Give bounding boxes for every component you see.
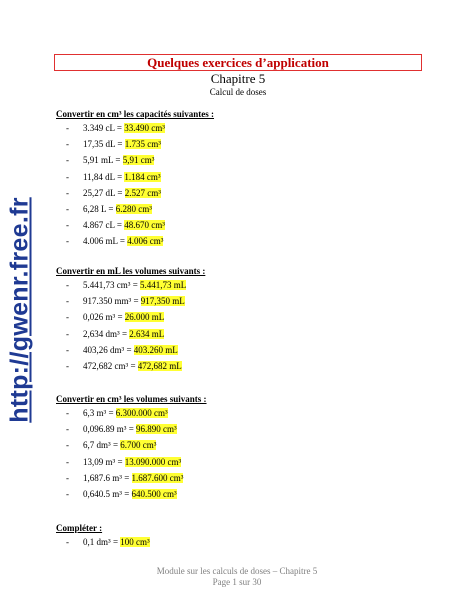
item-answer: 6.700 cm³ [120,440,157,451]
list-item [56,486,436,502]
list-item [56,201,436,217]
bullet-dash: - [66,155,69,166]
bullet-dash: - [66,280,69,290]
item-answer: 5,91 cm³ [122,155,155,166]
item-answer: 1.184 cm³ [124,171,161,182]
list-item [56,326,436,342]
bullet-dash: - [66,328,69,339]
item-question: 4.867 cL = [83,220,125,231]
bullet-dash: - [66,488,69,499]
bullet-dash: - [66,220,69,231]
item-answer: 6.300.000 cm³ [115,408,168,418]
item-answer: 2.527 cm³ [124,187,161,198]
watermark-link[interactable] [2,190,38,430]
item-question: 6,3 m³ = [83,408,116,418]
item-question: 403,26 dm³ = [83,344,134,355]
list-item [56,277,436,293]
section-heading: Convertir en mL les volumes suivants : [56,266,206,276]
bullet-dash: - [66,236,69,247]
bullet-dash: - [66,408,69,418]
bullet-dash: - [66,139,69,150]
list-item [56,470,436,486]
item-question: 1,687.6 m³ = [83,472,132,483]
list-item [56,136,436,152]
bullet-dash: - [66,440,69,451]
list-item [56,185,436,201]
item-answer: 96.890 cm³ [136,424,177,435]
item-answer: 100 cm³ [120,537,150,547]
list-item [56,342,436,358]
item-question: 17,35 dL = [83,139,125,150]
item-question: 0,096.89 m³ = [83,424,137,435]
bullet-dash: - [66,187,69,198]
bullet-dash: - [66,360,69,371]
item-question: 0,640.5 m³ = [83,488,132,499]
item-answer: 48.670 cm³ [124,220,165,231]
exercise-section-4 [56,522,436,550]
bullet-dash: - [66,123,69,133]
item-answer: 1.735 cm³ [124,139,161,150]
footer-module: Module sur les calculs de doses – Chapitre 5 [156,566,318,576]
item-question: 6,7 dm³ = [83,440,121,451]
bullet-dash: - [66,472,69,483]
bullet-dash: - [66,296,69,307]
item-answer: 917,350 mL [140,296,185,307]
item-question: 0,1 dm³ = [83,537,121,547]
item-answer: 472,682 mL [137,360,182,371]
bullet-dash: - [66,456,69,467]
bullet-dash: - [66,424,69,435]
bullet-dash: - [66,312,69,323]
item-question: 5.441,73 cm³ = [83,280,141,290]
bullet-dash: - [66,344,69,355]
list-item [56,437,436,453]
item-question: 11,84 dL = [83,171,125,182]
item-question: 3.349 cL = [83,123,125,133]
watermark-text[interactable]: http://gwenr.free.fr [5,197,34,423]
item-question: 25,27 dL = [83,187,125,198]
item-answer: 26.000 mL [124,312,165,323]
section-heading: Compléter : [56,523,103,533]
page-title: Quelques exercices d’application [54,54,422,71]
item-answer: 33.490 cm³ [124,123,165,133]
list-item [56,233,436,249]
chapter-title: Chapitre 5 [210,71,266,86]
list-item [56,358,436,374]
section-heading: Convertir en cm³ les capacités suivantes : [56,109,215,119]
list-item [56,293,436,309]
item-answer: 13.090.000 cm³ [124,456,182,467]
item-question: 2,634 dm³ = [83,328,130,339]
item-answer: 5.441,73 mL [140,280,187,290]
item-question: 917.350 mm³ = [83,296,141,307]
item-answer: 6.280 cm³ [115,203,152,214]
item-question: 13,09 m³ = [83,456,125,467]
list-item [56,454,436,470]
exercise-section-1 [56,108,436,250]
list-item [56,309,436,325]
chapter-subtitle: Calcul de doses [209,87,267,97]
list-item [56,421,436,437]
item-question: 472,682 cm³ = [83,360,138,371]
list-item [56,217,436,233]
bullet-dash: - [66,203,69,214]
item-answer: 2.634 mL [129,328,165,339]
exercise-section-3 [56,393,436,502]
item-question: 0,026 m³ = [83,312,125,323]
list-item [56,152,436,168]
item-answer: 640.500 cm³ [131,488,177,499]
bullet-dash: - [66,537,69,547]
item-question: 4.006 mL = [83,236,128,247]
section-heading: Convertir en cm³ les volumes suivants : [56,394,207,404]
footer-page-number: Page 1 sur 30 [212,577,262,587]
list-item [56,169,436,185]
item-answer: 1.687.600 cm³ [131,472,184,483]
exercise-section-2 [56,265,436,374]
item-answer: 403.260 mL [133,344,178,355]
item-question: 5,91 mL = [83,155,123,166]
list-item [56,534,436,550]
item-question: 6,28 L = [83,203,116,214]
bullet-dash: - [66,171,69,182]
list-item [56,120,436,136]
item-answer: 4.006 cm³ [127,236,164,247]
list-item [56,405,436,421]
